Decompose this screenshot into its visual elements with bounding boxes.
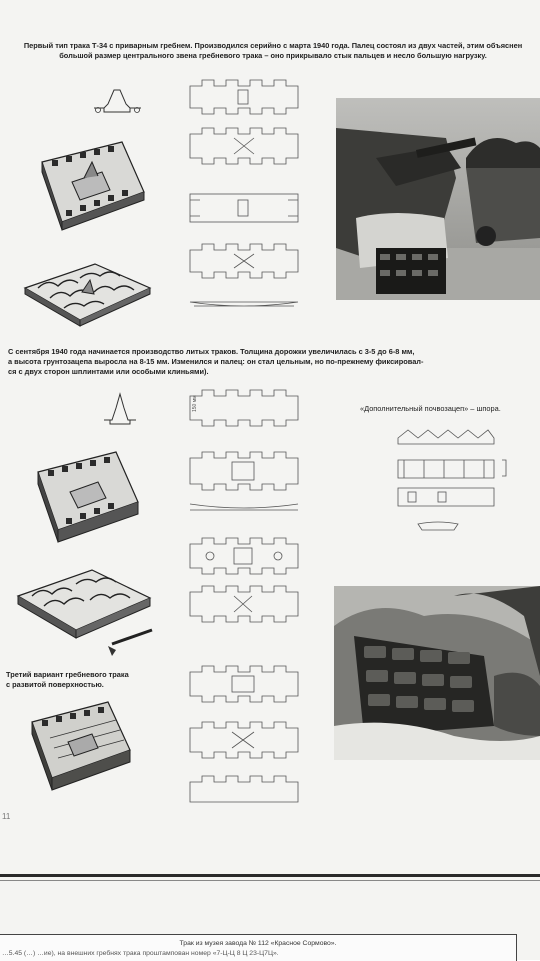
caption-line: Первый тип трака Т-34 с приварным гребнем. Производился серийно с марта 1940 года. Палец состоял из двух частей, этим объяснен <box>23 41 523 50</box>
caption-first-track-type <box>8 41 538 61</box>
caption-line: С сентября 1940 года начинается производство литых траков. Толщина дорожки увеличилась с 3-5 до 6-8 мм, <box>8 347 415 356</box>
footer-caption-line-partial: …5.45 (…) …ие), на внешних гребнях трака проштампован номер «7-Ц-Ц 8 Ц 23-Ц7Ц». <box>2 950 279 957</box>
caption-line: а высота грунтозацепа выросла на 8-15 мм. Изменился и палец: он стал цельным, но по-прежнему фиксировал- <box>8 357 424 366</box>
page-bottom-rule <box>0 874 540 877</box>
caption-line: ся с двух сторон шплинтами или особыми клиньями). <box>8 367 209 376</box>
third-variant-track-drawing <box>26 698 136 792</box>
caption-spur: «Дополнительный почвозацеп» – шпора. <box>360 404 501 413</box>
spur-drawings <box>394 426 520 542</box>
page-number: 11 <box>2 812 11 821</box>
cast-track-side-profile-drawing <box>100 390 140 428</box>
cast-track-underside-drawing <box>12 564 157 659</box>
track-orthographic-drawings-set-3 <box>186 662 302 810</box>
caption-cast-track <box>8 347 458 377</box>
track-orthographic-drawings-set-2 <box>186 386 302 634</box>
page-bottom-rule-thin <box>0 880 540 881</box>
caption-line: с развитой поверхностью. <box>6 680 104 689</box>
footer-caption-line: Трак из музея завода № 112 «Красное Сормово». <box>179 940 337 947</box>
caption-line: Третий вариант гребневого трака <box>6 670 129 679</box>
track-side-profile-drawing <box>90 84 145 114</box>
track-photo-closeup-snow <box>334 586 540 760</box>
caption-third-variant <box>6 670 156 690</box>
track-isometric-drawing-welded <box>32 132 152 232</box>
track-orthographic-drawings-set-1 <box>186 76 302 314</box>
cast-track-isometric-drawing <box>30 446 145 546</box>
caption-line: большой размер центрального звена гребневого трака – оно прикрывало стык пальцев и несло большую нагрузку. <box>59 51 487 60</box>
dimension-label: 150 мм <box>192 395 198 412</box>
track-underside-drawing <box>20 258 155 333</box>
tank-photo-t34-front <box>336 98 540 300</box>
